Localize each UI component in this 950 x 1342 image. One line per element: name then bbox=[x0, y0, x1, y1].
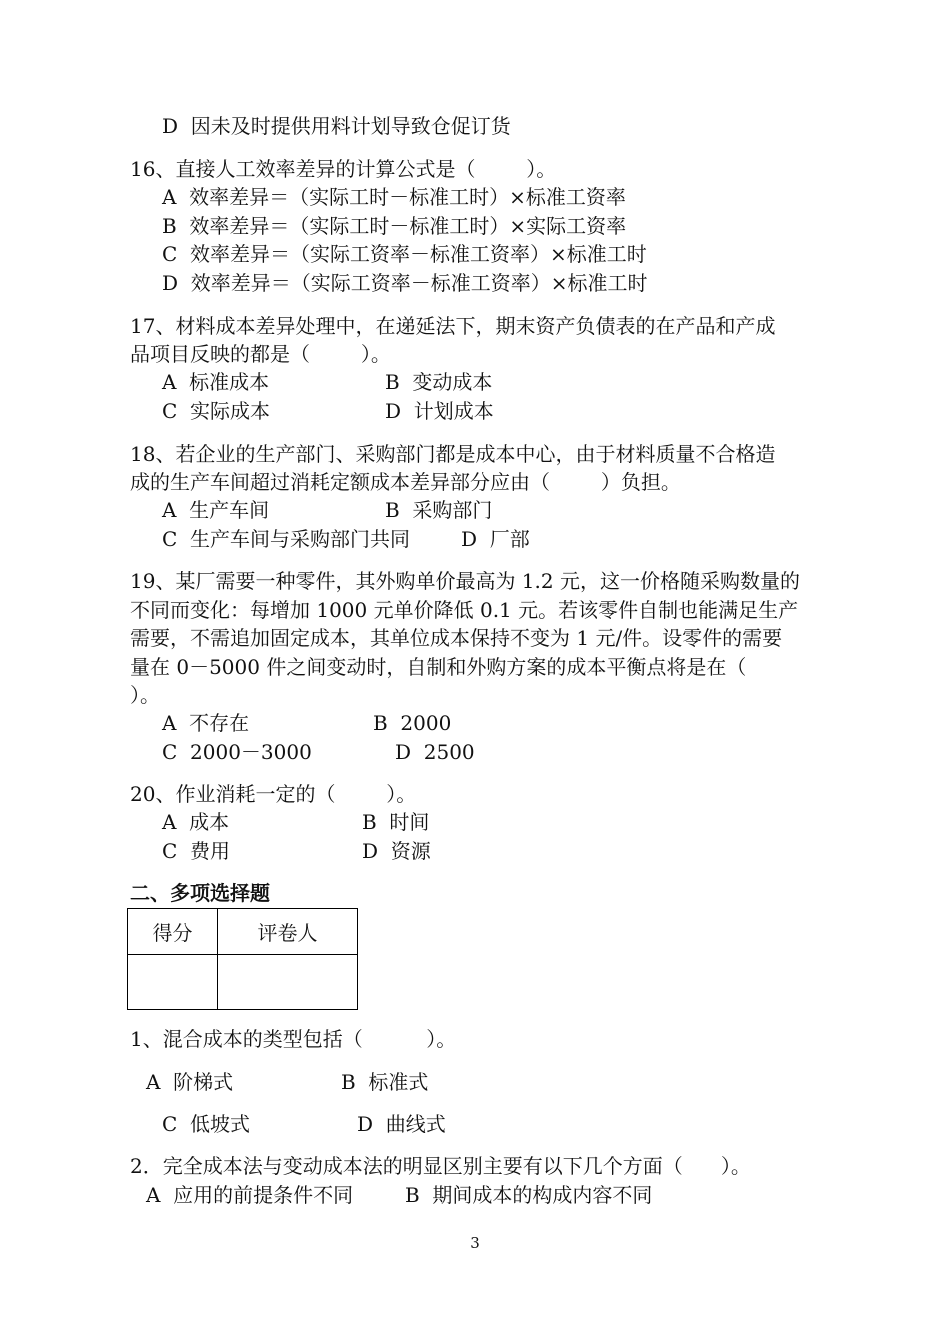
q19-stem-line5: ）。 bbox=[130, 683, 160, 707]
page-number: 3 bbox=[470, 1234, 480, 1252]
q18-option-a: A 生产车间 bbox=[162, 498, 270, 522]
q20-option-a: A 成本 bbox=[162, 810, 230, 834]
q17-option-b: B 变动成本 bbox=[385, 370, 493, 394]
m1-option-d: D 曲线式 bbox=[357, 1112, 446, 1136]
q17-option-d: D 计划成本 bbox=[385, 399, 494, 423]
q19-stem-line1: 19、某厂需要一种零件，其外购单价最高为 1.2 元，这一价格随采购数量的 bbox=[130, 569, 800, 593]
q19-stem-line3: 需要，不需追加固定成本，其单位成本保持不变为 1 元/件。设零件的需要 bbox=[130, 626, 783, 650]
m2-option-a: A 应用的前提条件不同 bbox=[146, 1183, 354, 1207]
q18-stem-line2: 成的生产车间超过消耗定额成本差异部分应由（ ）负担。 bbox=[130, 470, 681, 494]
q17-option-a: A 标准成本 bbox=[162, 370, 270, 394]
score-table bbox=[127, 908, 358, 1010]
q16-option-d: D 效率差异＝（实际工资率－标准工资率）×标准工时 bbox=[162, 271, 648, 295]
q16-stem: 16、直接人工效率差异的计算公式是（ ）。 bbox=[130, 157, 557, 181]
m1-option-c: C 低坡式 bbox=[162, 1112, 251, 1136]
q16-option-a: A 效率差异＝（实际工时－标准工时）×标准工资率 bbox=[162, 185, 626, 209]
score-header: 得分 bbox=[128, 909, 218, 955]
q16-option-b: B 效率差异＝（实际工时－标准工时）×实际工资率 bbox=[162, 214, 627, 238]
q15-option-d: D 因未及时提供用料计划导致仓促订货 bbox=[162, 114, 511, 138]
q20-option-b: B 时间 bbox=[362, 810, 430, 834]
m1-option-a: A 阶梯式 bbox=[146, 1070, 234, 1094]
q18-option-b: B 采购部门 bbox=[385, 498, 493, 522]
q16-option-c: C 效率差异＝（实际工资率－标准工资率）×标准工时 bbox=[162, 242, 647, 266]
section-heading: 二、多项选择题 bbox=[130, 881, 270, 905]
score-cell bbox=[128, 955, 218, 1010]
q19-stem-line4: 量在 0－5000 件之间变动时，自制和外购方案的成本平衡点将是在（ bbox=[130, 655, 747, 679]
q20-option-c: C 费用 bbox=[162, 839, 231, 863]
q20-stem: 20、作业消耗一定的（ ）。 bbox=[130, 782, 417, 806]
q17-option-c: C 实际成本 bbox=[162, 399, 271, 423]
grader-header: 评卷人 bbox=[218, 909, 358, 955]
m2-option-b: B 期间成本的构成内容不同 bbox=[405, 1183, 653, 1207]
grader-cell bbox=[218, 955, 358, 1010]
q19-option-d: D 2500 bbox=[395, 740, 475, 764]
q20-option-d: D 资源 bbox=[362, 839, 431, 863]
m1-option-b: B 标准式 bbox=[341, 1070, 429, 1094]
q17-stem-line2: 品项目反映的都是（ ）。 bbox=[130, 342, 391, 366]
q18-option-d: D 厂部 bbox=[461, 527, 530, 551]
q19-option-c: C 2000－3000 bbox=[162, 740, 312, 764]
m1-stem: 1、混合成本的类型包括（ ）。 bbox=[130, 1027, 457, 1051]
q18-stem-line1: 18、若企业的生产部门、采购部门都是成本中心，由于材料质量不合格造 bbox=[130, 442, 776, 466]
q19-option-a: A 不存在 bbox=[162, 711, 250, 735]
q18-option-c: C 生产车间与采购部门共同 bbox=[162, 527, 411, 551]
q19-option-b: B 2000 bbox=[373, 711, 452, 735]
q19-stem-line2: 不同而变化：每增加 1000 元单价降低 0.1 元。若该零件自制也能满足生产 bbox=[130, 598, 799, 622]
q17-stem-line1: 17、材料成本差异处理中，在递延法下，期末资产负债表的在产品和产成 bbox=[130, 314, 776, 338]
m2-stem: 2．完全成本法与变动成本法的明显区别主要有以下几个方面（ ）。 bbox=[130, 1154, 751, 1178]
